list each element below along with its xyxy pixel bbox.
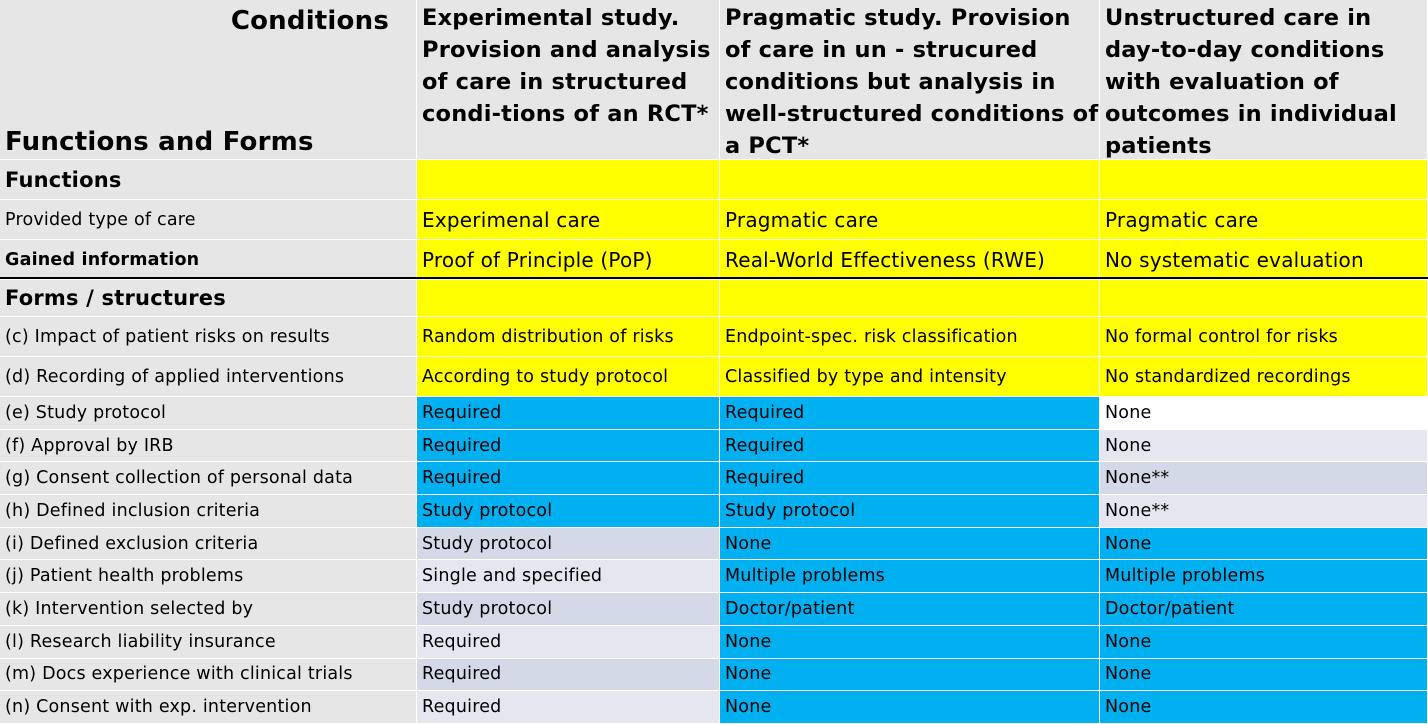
table-cell bbox=[720, 280, 1100, 317]
row-label: (g) Consent collection of personal data bbox=[0, 462, 417, 495]
table-cell: Pragmatic care bbox=[1100, 200, 1428, 240]
table-cell: Proof of Principle (PoP) bbox=[417, 240, 720, 280]
table-cell: Doctor/patient bbox=[1100, 593, 1428, 626]
functions-and-forms-label: Functions and Forms bbox=[5, 127, 314, 157]
table-cell: Required bbox=[417, 659, 720, 692]
table-cell: No systematic evaluation bbox=[1100, 240, 1428, 280]
table-cell: Study protocol bbox=[417, 495, 720, 528]
section-forms: Forms / structures bbox=[0, 280, 417, 317]
table-cell: Required bbox=[417, 626, 720, 659]
column-header-unstructured: Unstructured care in day-to-day conditions with evaluation of outcomes in individual patients bbox=[1100, 0, 1428, 160]
table-cell: None bbox=[720, 626, 1100, 659]
table-cell: Experimenal care bbox=[417, 200, 720, 240]
table-cell: None bbox=[720, 691, 1100, 724]
table-cell: None bbox=[720, 528, 1100, 561]
table-cell: Doctor/patient bbox=[720, 593, 1100, 626]
table-cell bbox=[417, 280, 720, 317]
table-cell: Required bbox=[417, 462, 720, 495]
table-cell: Random distribution of risks bbox=[417, 317, 720, 357]
row-label: (m) Docs experience with clinical trials bbox=[0, 659, 417, 692]
row-label: (h) Defined inclusion criteria bbox=[0, 495, 417, 528]
table-cell: Classified by type and intensity bbox=[720, 357, 1100, 397]
table-cell: Required bbox=[720, 397, 1100, 430]
table-cell: None bbox=[1100, 397, 1428, 430]
table-cell: Study protocol bbox=[417, 528, 720, 561]
table-cell: Study protocol bbox=[720, 495, 1100, 528]
row-label: (j) Patient health problems bbox=[0, 560, 417, 593]
section-divider bbox=[0, 277, 1428, 279]
table-cell: Single and specified bbox=[417, 560, 720, 593]
table-cell: According to study protocol bbox=[417, 357, 720, 397]
table-cell: No formal control for risks bbox=[1100, 317, 1428, 357]
table-cell: Required bbox=[720, 462, 1100, 495]
row-label: (n) Consent with exp. intervention bbox=[0, 691, 417, 724]
table-cell: Endpoint-spec. risk classification bbox=[720, 317, 1100, 357]
table-cell: Required bbox=[417, 430, 720, 463]
conditions-label: Conditions bbox=[230, 6, 389, 36]
table-cell: None bbox=[1100, 430, 1428, 463]
table-cell: None bbox=[720, 659, 1100, 692]
table-cell: Study protocol bbox=[417, 593, 720, 626]
table-cell bbox=[1100, 160, 1428, 200]
table-cell: None bbox=[1100, 691, 1428, 724]
table-cell: Required bbox=[417, 691, 720, 724]
table-cell: Multiple problems bbox=[1100, 560, 1428, 593]
table-cell: Required bbox=[417, 397, 720, 430]
table-cell bbox=[720, 160, 1100, 200]
row-label: (k) Intervention selected by bbox=[0, 593, 417, 626]
table-cell: Required bbox=[720, 430, 1100, 463]
corner-header bbox=[0, 0, 417, 160]
row-label: (c) Impact of patient risks on results bbox=[0, 317, 417, 357]
column-header-pragmatic: Pragmatic study. Provision of care in un - strucured conditions but analysis in well-structured conditions of a PCT* bbox=[720, 0, 1100, 160]
table-cell: None bbox=[1100, 659, 1428, 692]
table-cell: None bbox=[1100, 626, 1428, 659]
table-cell: No standardized recordings bbox=[1100, 357, 1428, 397]
row-label: (l) Research liability insurance bbox=[0, 626, 417, 659]
table-cell: Real-World Effectiveness (RWE) bbox=[720, 240, 1100, 280]
table-cell: None bbox=[1100, 528, 1428, 561]
table-cell: Multiple problems bbox=[720, 560, 1100, 593]
row-label: Gained information bbox=[0, 240, 417, 280]
row-label: Provided type of care bbox=[0, 200, 417, 240]
table-cell: None** bbox=[1100, 462, 1428, 495]
table-cell bbox=[417, 160, 720, 200]
row-label: (f) Approval by IRB bbox=[0, 430, 417, 463]
row-label: (e) Study protocol bbox=[0, 397, 417, 430]
section-functions: Functions bbox=[0, 160, 417, 200]
row-label: (i) Defined exclusion criteria bbox=[0, 528, 417, 561]
table-cell bbox=[1100, 280, 1428, 317]
column-header-experimental: Experimental study. Provision and analysis of care in structured condi-tions of an RCT* bbox=[417, 0, 720, 160]
table-cell: Pragmatic care bbox=[720, 200, 1100, 240]
row-label: (d) Recording of applied interventions bbox=[0, 357, 417, 397]
table-cell: None** bbox=[1100, 495, 1428, 528]
